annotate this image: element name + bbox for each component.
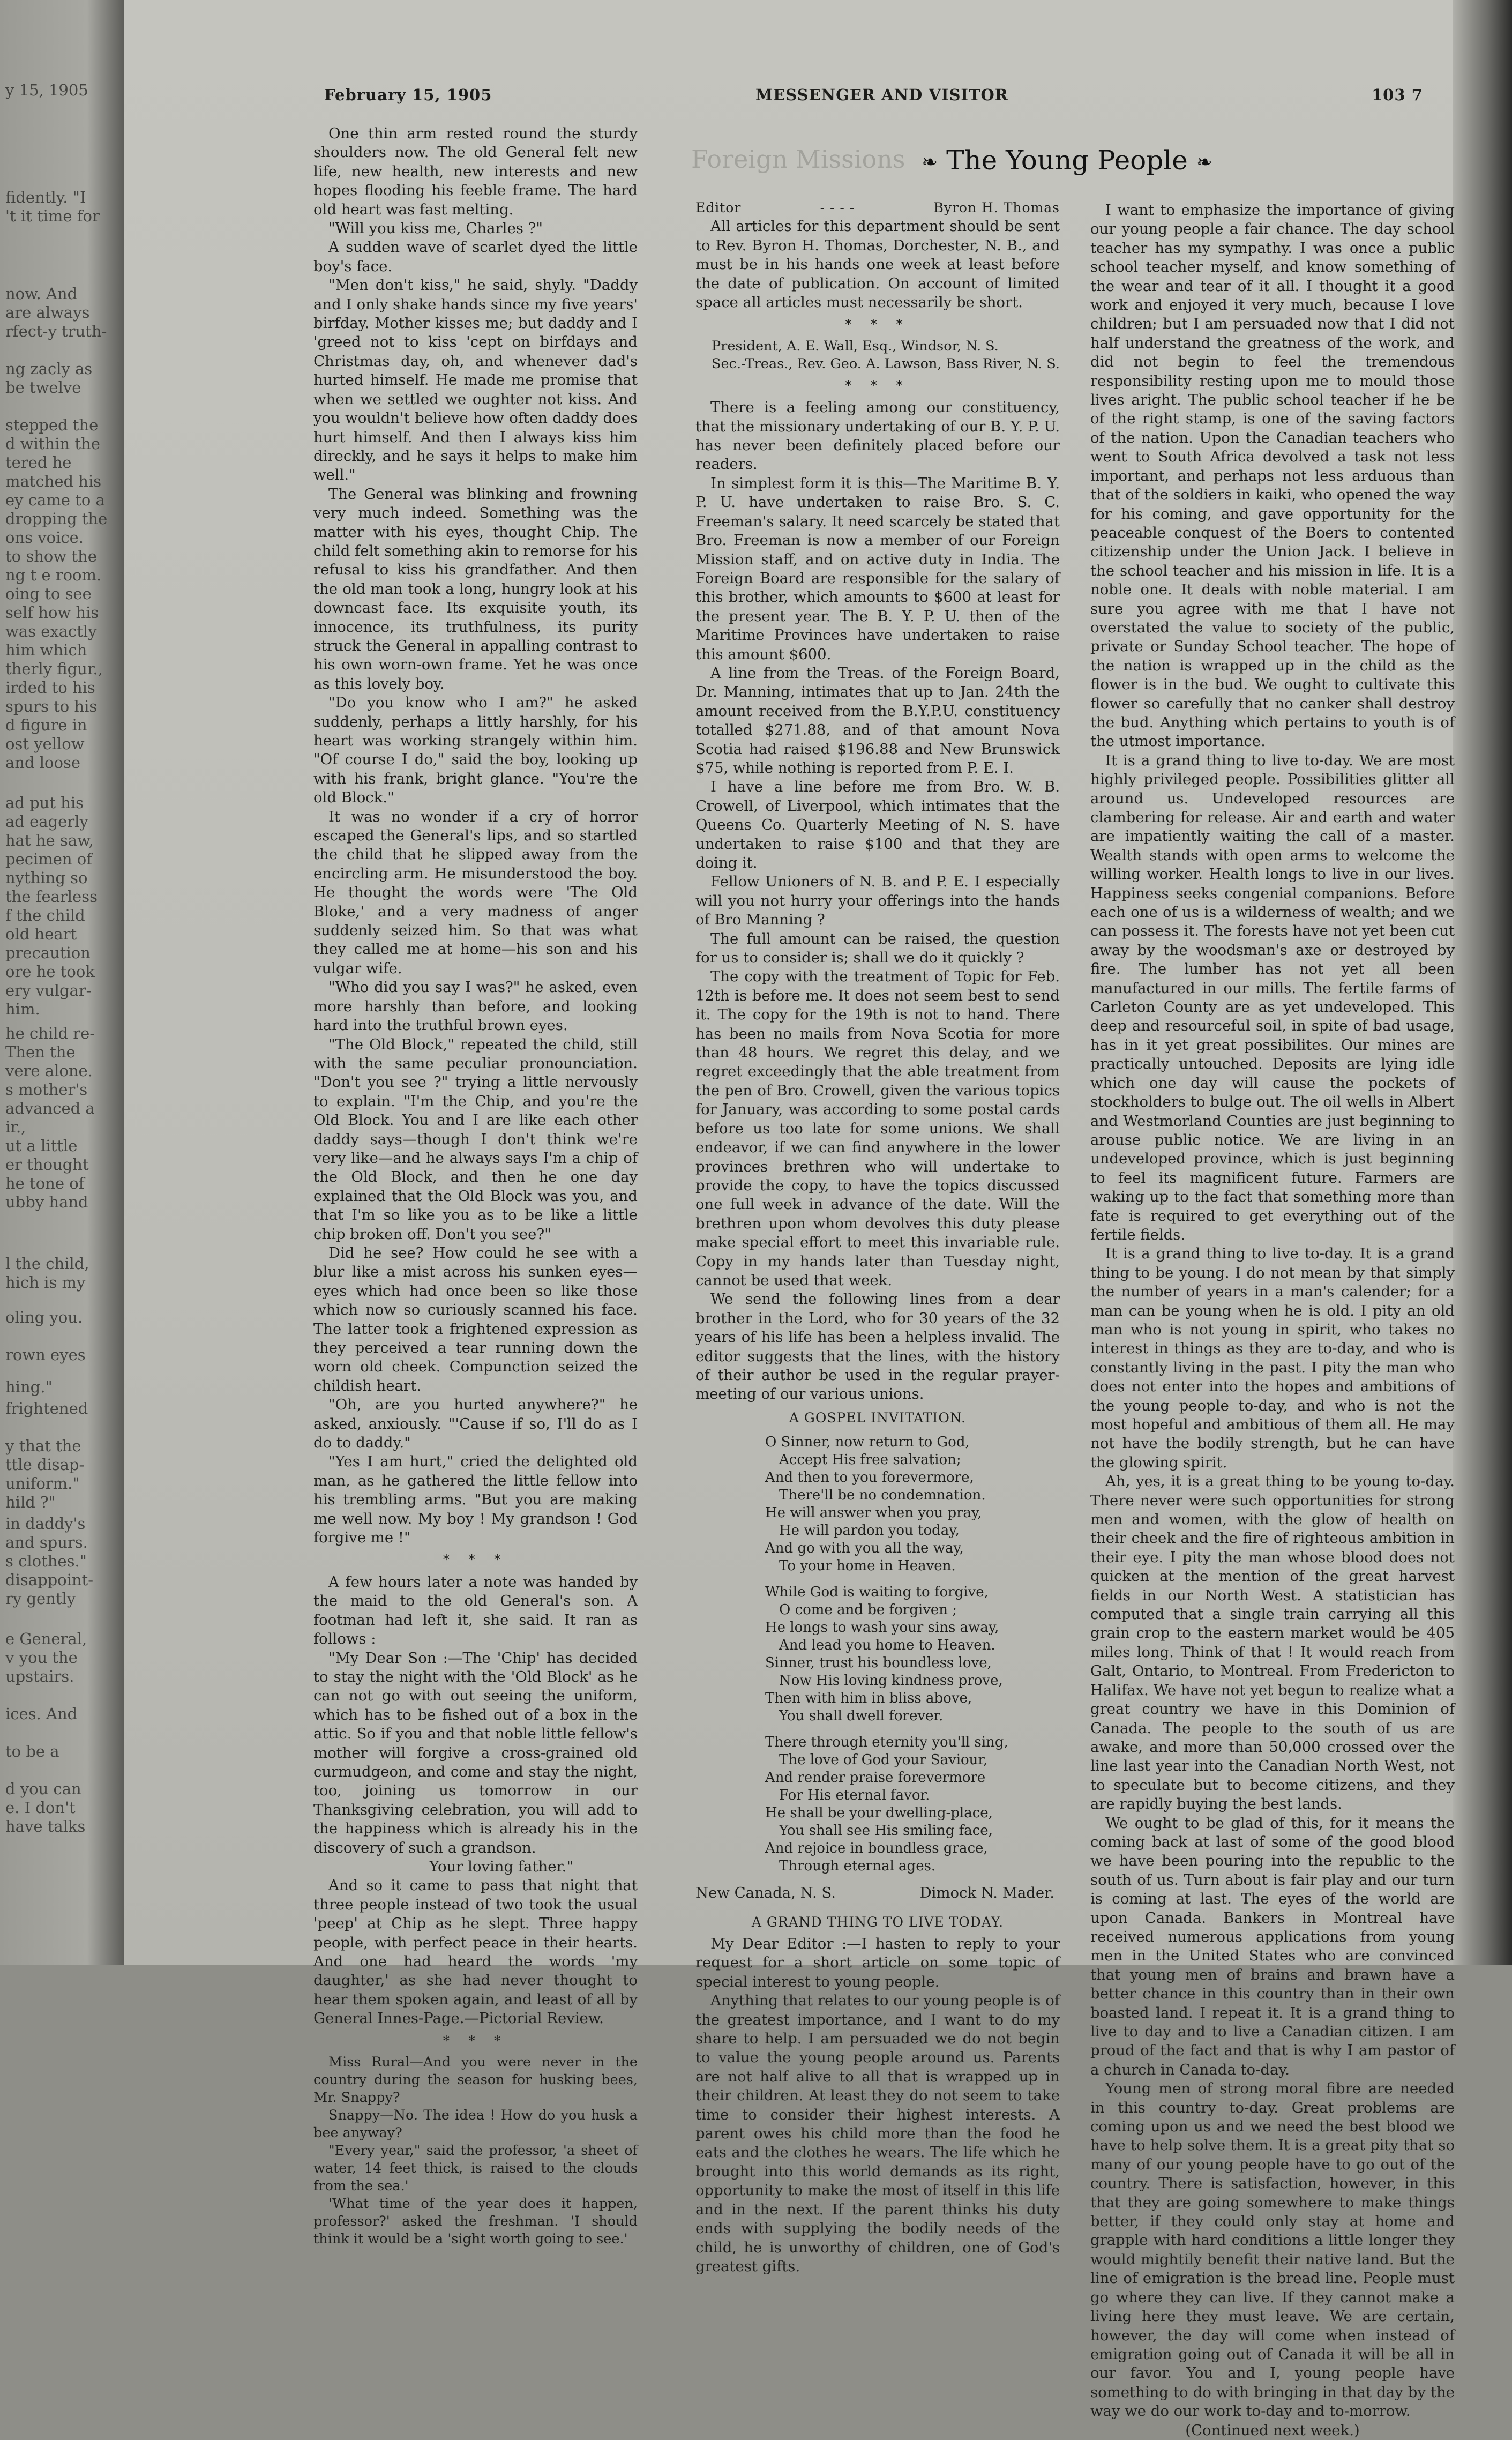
adjacent-page-text-fragment: ad eagerly bbox=[5, 812, 88, 831]
poem-line: Sinner, trust his boundless love, bbox=[765, 1655, 992, 1672]
adjacent-page-text-fragment: ttle disap- bbox=[5, 1456, 85, 1474]
poem-line: Accept His free salvation; bbox=[779, 1452, 961, 1468]
continued-note: (Continued next week.) bbox=[1185, 2421, 1360, 2439]
adjacent-page-text-fragment: ir., bbox=[5, 1118, 26, 1136]
poem-line: Now His loving kindness prove, bbox=[779, 1673, 1003, 1689]
adjacent-page-text-fragment: stepped the bbox=[5, 416, 99, 434]
poem-author: Dimock N. Mader. bbox=[919, 1884, 1054, 1902]
story-paragraph: "Yes I am hurt," cried the delighted old man, as he gathered the little fellow into his trembling arms. "But you are making me well now. My boy ! My grandson ! God forgive me !" bbox=[313, 1453, 638, 1547]
poem-line: While God is waiting to forgive, bbox=[765, 1584, 989, 1601]
poem-line: You shall see His smiling face, bbox=[779, 1823, 993, 1839]
article-paragraph: It is a grand thing to live to-day. It is a grand thing to be young. I do not mean by that simply the number of years in a man's calender; for a man can be young when he is old. I pity an old man who is not young in spirit, who takes no interest in things as they are to-day, and who is constantly living in the past. I pity the man who does not enter into the hopes and ambitions of the young people to-day, and who is not the most hopeful and ambitious of them all. He may not have the bodily strength, but he can have the glowing spirit. bbox=[1090, 1245, 1455, 1471]
adjacent-page-text-fragment: hich is my bbox=[5, 1273, 86, 1292]
letter-signoff: Your loving father." bbox=[429, 1857, 573, 1875]
poem-line: O come and be forgiven ; bbox=[779, 1602, 957, 1618]
poem-line: And then to you forevermore, bbox=[765, 1469, 974, 1486]
adjacent-page-text-fragment: frightened bbox=[5, 1399, 88, 1417]
editorial-paragraph: The full amount can be raised, the question for us to consider is; shall we do it quickly ? bbox=[695, 930, 1060, 967]
adjacent-page-text-fragment: advanced a bbox=[5, 1099, 95, 1117]
poem-line: He longs to wash your sins away, bbox=[765, 1620, 999, 1636]
joke-paragraph: Miss Rural—And you were never in the country during the season for husking bees, Mr. Snappy? bbox=[313, 2054, 638, 2106]
poem-line: O Sinner, now return to God, bbox=[765, 1434, 970, 1451]
adjacent-page-text-fragment: er thought bbox=[5, 1155, 89, 1174]
story-paragraph: "Men don't kiss," he said, shyly. "Daddy and I only shake hands since my five years' birfday. Mother kisses me; but daddy and I 'greed not to kiss 'cept on birfdays and Christmas day, oh, and whenever dad's hurted himself. He made me promise that when we settled we oughter not kiss. And you wouldn't believe how often daddy does hurt himself. And then I always kiss him direckly, and he says it helps to make him well." bbox=[313, 277, 638, 484]
article-paragraph: It is a grand thing to live to-day. We are most highly privileged people. Possibilities glitter all around us. Undeveloped resources are clambering for release. Air and earth and water are impatiently waiting the call of a master. Wealth stands with open arms to welcome the willing worker. Health longs to live in our lives. Happiness seeks congenial companions. Before each one of us is a wilderness of wealth; and we can possess it. The forests have not yet been cut away by the woodsman's axe or destroyed by fire. The lumber has not yet all been manufactured in our mills. The fertile farms of Carleton County are as yet undeveloped. This deep and resourceful soil, in spite of bad usage, has in it yet great possibilites. Our mines are practically untouched. Deposits are lying idle which one day will cause the pockets of stockholders to bulge out. The oil wells in Albert and Westmorland Counties are just beginning to arouse public notice. We are living in an undeveloped province, which is just beginning to feel its magnificent future. Farmers are waking up to the fact that something more than fate is required to get everything out of the fertile fields. bbox=[1090, 751, 1455, 1243]
adjacent-page-text-fragment: old heart bbox=[5, 925, 77, 943]
article-paragraph: We ought to be glad of this, for it means the coming back at last of some of the good blood we have been pouring into the republic to the south of us. Turn about is fair play and our turn is coming at last. The eyes of the world are upon Canada. Bankers in Montreal have received numerous applications from young men in the United States who are convinced that young men of brains and brawn have a better chance in this country than in their own boasted land. I repeat it. It is a grand thing to live to day and to live a Canadian citizen. I am proud of the fact and that is why I am pastor of a church in Canada to-day. bbox=[1090, 1814, 1455, 2078]
story-paragraph: "Who did you say I was?" he asked, even more harshly than before, and looking hard into the truthful brown eyes. bbox=[313, 979, 638, 1034]
adjacent-page-text-fragment: the fearless bbox=[5, 887, 98, 906]
adjacent-page-text-fragment: ore he took bbox=[5, 962, 95, 981]
adjacent-page-text-fragment: d figure in bbox=[5, 716, 87, 734]
officer-line: Sec.-Treas., Rev. Geo. A. Lawson, Bass River, N. S. bbox=[712, 355, 1060, 372]
poem-line: And lead you home to Heaven. bbox=[779, 1637, 995, 1654]
adjacent-page-text-fragment: ey came to a bbox=[5, 491, 105, 509]
section-divider: * * * bbox=[845, 377, 910, 393]
adjacent-page-text-fragment: him. bbox=[5, 1000, 40, 1018]
poem-line: He will pardon you today, bbox=[779, 1523, 960, 1539]
poem-line: You shall dwell forever. bbox=[779, 1708, 944, 1725]
editor-dots: - - - - bbox=[820, 200, 855, 215]
section-divider: * * * bbox=[443, 1552, 508, 1568]
adjacent-page-text-fragment: fidently. "I bbox=[5, 188, 86, 206]
adjacent-page-text-fragment: rown eyes bbox=[5, 1346, 86, 1364]
page-right-edge bbox=[1453, 0, 1512, 1965]
adjacent-page-text-fragment: ut a little bbox=[5, 1137, 78, 1155]
editorial-paragraph: I have a line before me from Bro. W. B. Crowell, of Liverpool, which intimates that the Queens Co. Quarterly Meeting of N. S. have undertaken to raise $100 and that they are doing it. bbox=[695, 778, 1060, 871]
article-paragraph: Ah, yes, it is a great thing to be young to-day. There never were such opportunities for strong men and women, with the glow of health on their cheek and the fire of righteous ambition in their eye. I pity the man whose blood does not quicken at the mention of the great harvest fields in our North West. A statistician has computed that a single train carrying all this grain crop to the eastern market would be 405 miles long. Think of that ! It would reach from Galt, Ontario, to Montreal. From Fredericton to Halifax. We have not yet begun to realize what a great country we have in this Dominion of Canada. The people to the south of us are awake, and more than 50,000 crossed over the line last year into the Canadian North West, not to speculate but to become citizens, and they are rapidly buying the best lands. bbox=[1090, 1473, 1455, 1813]
editorial-paragraph: There is a feeling among our constituency, that the missionary undertaking of our B. Y. P. U. has never been definitely placed before our readers. bbox=[695, 399, 1060, 473]
poem-line: And go with you all the way, bbox=[765, 1540, 964, 1557]
officer-line: President, A. E. Wall, Esq., Windsor, N. S. bbox=[712, 338, 999, 354]
show-through-heading: Foreign Missions bbox=[691, 145, 905, 174]
story-paragraph: "The Old Block," repeated the child, still with the same peculiar pronounciation. "Don't you see ?" trying a little nervously to explain. "I'm the Chip, and you're the Old Block. You and I are like each other daddy says—though I don't think we're very like—and he always says I'm a chip of the Old Block, and then he one day explained that the Old Block was you, and that I'm so like you as to be like a little chip broken off. Don't you see?" bbox=[313, 1035, 638, 1243]
adjacent-page-text-fragment: y that the bbox=[5, 1437, 81, 1455]
adjacent-page-text-fragment: e General, bbox=[5, 1630, 87, 1648]
adjacent-page-text-fragment: ons voice. bbox=[5, 528, 84, 547]
adjacent-page-text-fragment: hat he saw, bbox=[5, 831, 94, 849]
adjacent-page-text-fragment: ry gently bbox=[5, 1590, 76, 1608]
adjacent-page-text-fragment: matched his bbox=[5, 472, 102, 490]
editorial-paragraph: We send the following lines from a dear brother in the Lord, who for 30 years of the 32 years of his life has been a helpless invalid. The editor suggests that the lines, with the history of their author be used in the regular prayer-meeting of our various unions. bbox=[695, 1290, 1060, 1403]
adjacent-page-text-fragment: now. And bbox=[5, 285, 78, 303]
adjacent-page-text-fragment: in daddy's bbox=[5, 1514, 86, 1533]
story-paragraph: It was no wonder if a cry of horror escaped the General's lips, and so startled the child that he slipped away from the encircling arm. He misunderstood the boy. He thought the words were 'The Old Bloke,' and a very madness of anger suddenly seized him. So that was what they called me at home—his son and his vulgar wife. bbox=[313, 808, 638, 977]
adjacent-page-text-fragment: irded to his bbox=[5, 678, 95, 697]
adjacent-page-text-fragment: self how his bbox=[5, 603, 99, 622]
adjacent-page-text-fragment: v you the bbox=[5, 1648, 78, 1667]
poem-line: Then with him in bliss above, bbox=[765, 1690, 972, 1707]
adjacent-page-text-fragment: precaution bbox=[5, 944, 91, 962]
poem-line: The love of God your Saviour, bbox=[779, 1752, 988, 1769]
story-paragraph: The General was blinking and frowning very much indeed. Something was the matter with his eyes, thought Chip. The child felt something akin to remorse for his refusal to kiss his grandfather. And then the old man took a long, hungry look at his downcast face. Its exquisite youth, its innocence, its truthfulness, its purity struck the General in appalling contrast to his own worn-own frame. Yet he was once as this lovely boy. bbox=[313, 485, 638, 692]
poem bbox=[765, 1434, 1060, 1875]
poem-line: And rejoice in boundless grace, bbox=[765, 1840, 988, 1857]
adjacent-page-text-fragment: spurs to his bbox=[5, 697, 98, 715]
header-masthead: MESSENGER AND VISITOR bbox=[755, 86, 1008, 104]
adjacent-page-text-fragment: to show the bbox=[5, 547, 97, 565]
adjacent-page-text-fragment: f the child bbox=[5, 906, 85, 924]
adjacent-page-text-fragment: and spurs. bbox=[5, 1533, 88, 1551]
adjacent-page-spine bbox=[0, 0, 124, 1965]
poem-place: New Canada, N. S. bbox=[695, 1884, 836, 1902]
poem-stanza bbox=[765, 1734, 1060, 1875]
adjacent-page-text-fragment: ery vulgar- bbox=[5, 981, 92, 999]
fleuron-left-icon: ❧ bbox=[922, 151, 938, 174]
editorial-paragraph: A line from the Treas. of the Foreign Board, Dr. Manning, intimates that up to Jan. 24th the amount received from the B.Y.P.U. constituency totalled $271.88, and of that amount Nova Scotia had raised $196.88 and New Brunswick $75, while nothing is reported from P. E. I. bbox=[695, 664, 1060, 777]
adjacent-page-text-fragment: Then the bbox=[5, 1043, 76, 1061]
story-column bbox=[313, 124, 638, 2248]
poem-line: And render praise forevermore bbox=[765, 1770, 986, 1786]
section-divider: * * * bbox=[443, 2033, 508, 2048]
header-date: February 15, 1905 bbox=[324, 86, 492, 104]
adjacent-page-text-fragment: he tone of bbox=[5, 1174, 85, 1192]
poem-line: For His eternal favor. bbox=[779, 1787, 930, 1804]
adjacent-page-text-fragment: d within the bbox=[5, 435, 100, 453]
editor-label: Editor bbox=[695, 200, 742, 215]
header-page-number: 103 7 bbox=[1372, 86, 1423, 104]
adjacent-page-text-fragment: tered he bbox=[5, 453, 72, 472]
poem-line: To your home in Heaven. bbox=[779, 1558, 956, 1575]
story-paragraph: "Will you kiss me, Charles ?" bbox=[328, 220, 543, 237]
adjacent-page-text-fragment: ubby hand bbox=[5, 1193, 88, 1211]
adjacent-page-text-fragment: oling you. bbox=[5, 1308, 83, 1326]
poem-signature bbox=[695, 1884, 1060, 1902]
letter-paragraph: A few hours later a note was handed by the maid to the old General's son. A footman had left it, she said. It ran as follows : bbox=[313, 1573, 638, 1648]
adjacent-page-text-fragment: ost yellow bbox=[5, 735, 85, 753]
story-paragraph: "Do you know who I am?" he asked suddenly, perhaps a littly harshly, for his heart was working strangely within him. "Of course I do," said the boy, looking up with his frank, bright glance. "You're the old Block." bbox=[313, 694, 638, 807]
adjacent-page-text-fragment: hild ?" bbox=[5, 1493, 56, 1511]
article-paragraph: My Dear Editor :—I hasten to reply to your request for a short article on some topic of special interest to young people. bbox=[695, 1935, 1060, 1990]
adjacent-page-text-fragment: therly figur., bbox=[5, 660, 103, 678]
section-heading bbox=[922, 145, 1212, 176]
adjacent-page-text-fragment: ng t e room. bbox=[5, 566, 102, 584]
editor-name: Byron H. Thomas bbox=[933, 200, 1060, 215]
article-paragraph: I want to emphasize the importance of giving our young people a fair chance. The day school teacher has my sympathy. I was once a public school teacher myself, and know something of the wear and tear of it all. I thought it a good work and enjoyed it very much, because I love children; but I am persuaded now that I did not half understand the greatness of the work, and did not begin to feel the tremendous responsibility resting upon me to mould those lives aright. The public school teacher if he be of the right stamp, is one of the saving factors of the nation. Upon the Canadian teachers who went to South Africa devolved a task not less important, and perhaps not less arduous than that of the soldiers in kaiki, who opened the way for his coming, and gave opportunity for the peaceable conquest of the Boers to contented citizenship under the Union Jack. I believe in the school teacher and his mission in life. It is a noble one. It deals with noble material. I am sure you agree with me that I have not overstated the value to society of the public, private or Sunday School teacher. The hope of the nation is wrapped up in the child as the flower is in the bud. We ought to cultivate this flower so carefully that no canker shall destroy the bud. Anything which pertains to youth is of the utmost importance. bbox=[1090, 202, 1455, 750]
poem-line: There through eternity you'll sing, bbox=[765, 1734, 1008, 1751]
article-paragraph: Anything that relates to our young people is of the greatest importance, and I want to do my share to help. I am persuaded we do not begin to value the young people around us. Parents are not half alive to all that is wrapped up in their children. At least they do not seem to take time to consider their highest interests. A parent owes his child more than the food he eats and the clothes he wears. The life which he brought into this world demands as its right, opportunity to make the most of itself in this life and in the next. If the parent thinks his duty ends with supplying the bodily needs of the child, he is unworthy of children, one of God's greatest gifts. bbox=[695, 1992, 1060, 2275]
adjacent-page-text-fragment: ad put his bbox=[5, 794, 84, 812]
editorial-paragraph: In simplest form it is this—The Maritime B. Y. P. U. have undertaken to raise Bro. S. C. Freeman's salary. It need scarcely be stated that Bro. Freeman is now a member of our Foreign Mission staff, and on active duty in India. The Foreign Board are responsible for the salary of this brother, which amounts to $600 at least for the present year. The B. Y. P. U. then of the Maritime Provinces have undertaken to raise this amount $600. bbox=[695, 474, 1060, 663]
poem-line: Through eternal ages. bbox=[779, 1858, 936, 1875]
poem-title: A GOSPEL INVITATION. bbox=[789, 1409, 967, 1426]
adjacent-page-text-fragment: e. I don't bbox=[5, 1799, 76, 1817]
poem-line: There'll be no condemnation. bbox=[779, 1487, 986, 1504]
adjacent-page-text-fragment: s mother's bbox=[5, 1080, 88, 1099]
story-paragraph: "Oh, are you hurted anywhere?" he asked, anxiously. "'Cause if so, I'll do as I do to daddy." bbox=[313, 1396, 638, 1452]
story-paragraph: One thin arm rested round the sturdy shoulders now. The old General felt new life, new health, new interests and new hopes flooding his feeble frame. The hard old heart was fast melting. bbox=[313, 125, 638, 218]
adjacent-page-text-fragment: vere alone. bbox=[5, 1062, 93, 1080]
joke-paragraph: Snappy—No. The idea ! How do you husk a bee anyway? bbox=[313, 2107, 638, 2141]
poem-line: He will answer when you pray, bbox=[765, 1505, 982, 1521]
section-title: The Young People bbox=[946, 145, 1188, 176]
story-paragraph: A sudden wave of scarlet dyed the little boy's face. bbox=[313, 238, 638, 275]
adjacent-page-text-fragment: disappoint- bbox=[5, 1571, 94, 1589]
adjacent-page-text-fragment: he child re- bbox=[5, 1024, 95, 1042]
adjacent-page-text-fragment: and loose bbox=[5, 753, 80, 772]
adjacent-page-text-fragment: was exactly bbox=[5, 622, 97, 640]
adjacent-page-text-fragment: hing." bbox=[5, 1378, 53, 1396]
adjacent-page-text-fragment: nything so bbox=[5, 869, 88, 887]
adjacent-page-text-fragment: to be a bbox=[5, 1742, 59, 1760]
editor-intro: All articles for this department should be sent to Rev. Byron H. Thomas, Dorchester, N. B., and must be in his hands one week at least before the date of publication. On account of limited space all articles must necessarily be short. bbox=[695, 218, 1060, 311]
section-divider: * * * bbox=[845, 317, 910, 332]
adjacent-page-text-fragment: ng zacly as bbox=[5, 360, 93, 378]
adjacent-page-text-fragment: have talks bbox=[5, 1817, 86, 1835]
adjacent-page-text-fragment: uniform." bbox=[5, 1474, 80, 1493]
adjacent-page-text-fragment: be twelve bbox=[5, 378, 81, 397]
article-paragraph: Young men of strong moral fibre are needed in this country to-day. Great problems are coming upon us and we need the best blood we have to help solve them. It is a great pity that so many of our young people have to go out of the country. There is satisfaction, however, in this that they are going somewhere to make things better, if they could only stay at home and grapple with hard conditions a little longer they would mightily benefit their native land. But the line of emigration is the bread line. People must go where they can live. If they cannot make a living here they must leave. We are certain, however, the day will come when instead of emigration going out of Canada it will be all in our favor. You and I, young people have something to do with bringing in that day by the way we do our work to-day and to-morrow. bbox=[1090, 2080, 1455, 2420]
joke-paragraph: "Every year," said the professor, 'a sheet of water, 14 feet thick, is raised to the clouds from the sea.' bbox=[313, 2143, 638, 2195]
adjacent-page-text-fragment: y 15, 1905 bbox=[5, 81, 88, 99]
letter-paragraph: "My Dear Son :—The 'Chip' has decided to stay the night with the 'Old Block' as he can not go with out seeing the uniform, which has to be fished out of a box in the attic. So if you and that noble little fellow's mother will forgive a cross-grained old curmudgeon, and come and stay the night, too, joining us tomorrow in our Thanksgiving celebration, you will add to the happiness which is already his in the discovery of such a grandson. bbox=[313, 1649, 638, 1856]
joke-paragraph: 'What time of the year does it happen, professor?' asked the freshman. 'I should think it would be a 'sight worth going to see.' bbox=[313, 2196, 638, 2248]
adjacent-page-text-fragment: him which bbox=[5, 641, 87, 659]
adjacent-page-text-fragment: ices. And bbox=[5, 1705, 78, 1723]
article-continuation-column bbox=[1090, 201, 1455, 2440]
editorial-paragraph: The copy with the treatment of Topic for Feb. 12th is before me. It does not seem best to send it. The copy for the 19th is not to hand. There has been no mails from Nova Scotia for more than 48 hours. We regret this delay, and we regret exceedingly that the able treatment from the pen of Bro. Crowell, given the various topics for January, was according to some postal cards before us too late for some unions. We shall endeavor, if we can find anywhere in the lower provinces brethren who will undertake to provide the copy, to have the topics discussed one full week in advance of the date. Will the brethren upon whom devolves this duty please make special effort to meet this invariable rule. Copy in my hands later than Tuesday night, cannot be used that week. bbox=[695, 968, 1060, 1289]
poem-stanza bbox=[765, 1584, 1060, 1725]
story-paragraph: Did he see? How could he see with a blur like a mist across his sunken eyes—eyes which had once been so like those which now so curiously scanned his face. The latter took a frightened expression as they perceived a tear running down the worn old cheek. Compunction seized the childish heart. bbox=[313, 1244, 638, 1394]
poem-stanza bbox=[765, 1434, 1060, 1575]
adjacent-page-text-fragment: d you can bbox=[5, 1780, 81, 1798]
adjacent-page-text-fragment: upstairs. bbox=[5, 1667, 74, 1685]
adjacent-page-text-fragment: l the child, bbox=[5, 1255, 89, 1273]
fleuron-right-icon: ❧ bbox=[1196, 151, 1212, 174]
adjacent-page-text-fragment: oing to see bbox=[5, 585, 92, 603]
editor-line bbox=[695, 198, 1060, 217]
adjacent-page-text-fragment: dropping the bbox=[5, 510, 108, 528]
adjacent-page-text-fragment: rfect-y truth- bbox=[5, 322, 107, 340]
poem-line: He shall be your dwelling-place, bbox=[765, 1805, 993, 1822]
adjacent-page-text-fragment: pecimen of bbox=[5, 850, 92, 868]
editorial-paragraph: Fellow Unioners of N. B. and P. E. I especially will you not hurry your offerings into the hands of Bro Manning ? bbox=[695, 873, 1060, 929]
adjacent-page-text-fragment: are always bbox=[5, 303, 90, 322]
adjacent-page-text-fragment: 't it time for bbox=[5, 207, 100, 225]
article-title: A GRAND THING TO LIVE TODAY. bbox=[751, 1914, 1004, 1930]
adjacent-page-text-fragment: s clothes." bbox=[5, 1552, 87, 1570]
story-closing: And so it came to pass that night that three people instead of two took the usual 'peep' at Chip as he slept. Three happy people, with perfect peace in their hearts. And one had heard the words 'my daughter,' as she had never thought to hear them spoken again, and least of all by General Innes-Page.—Pictorial Review. bbox=[313, 1877, 638, 2027]
